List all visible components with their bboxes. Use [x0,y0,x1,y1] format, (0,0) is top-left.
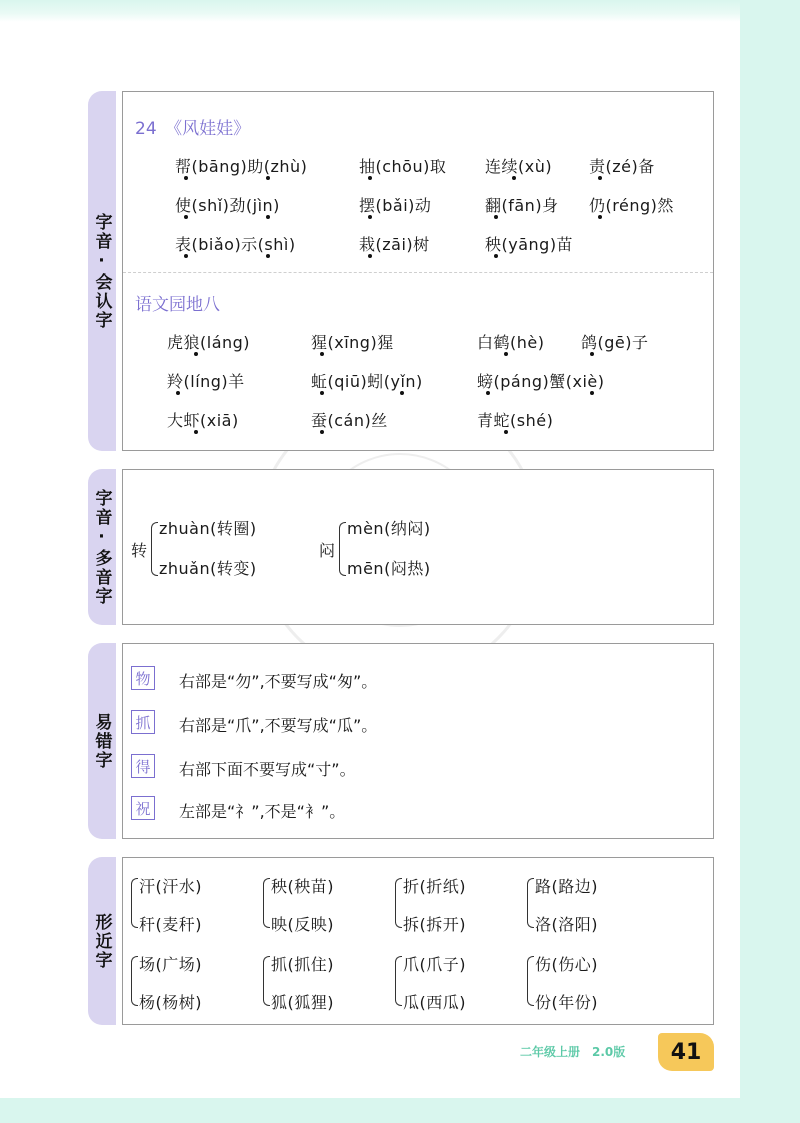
brace-left [131,956,138,1006]
emphasis-dot [504,352,508,356]
brace-left [131,878,138,928]
char-box: 物 [131,666,155,690]
section-tab [88,857,116,1025]
section-similar-chars [88,857,714,1025]
emphasis-dot [320,352,324,356]
section-divider [123,272,713,273]
char-box: 抓 [131,710,155,734]
word-item: 翻(fān)身 [485,196,559,215]
lesson-title: 24 《风娃娃》 [135,119,251,139]
similar-char-item: 爪(爪子) [403,955,466,974]
error-note: 右部是“勿”,不要写成“匆”。 [179,672,378,691]
emphasis-dot [504,430,508,434]
section-tab-label: 易错字 [91,712,112,770]
similar-char-item: 狐(狐狸) [271,993,334,1012]
word-item: 白鹤(hè) [477,333,545,352]
section-recognize-chars [88,91,714,451]
word-item: 栽(zāi)树 [359,235,430,254]
emphasis-dot [512,176,516,180]
emphasis-dot [494,254,498,258]
section-error-prone-chars [88,643,714,839]
edition-label: 二年级上册 2.0版 [520,1045,626,1059]
word-item: 猩(xīng)猩 [311,333,394,352]
emphasis-dot [368,215,372,219]
section-tab [88,91,116,451]
similar-char-item: 杨(杨树) [139,993,202,1012]
emphasis-dot [184,176,188,180]
similar-char-item: 抓(抓住) [271,955,334,974]
word-item: 摆(bǎi)动 [359,196,432,215]
polyphonic-char: 转 [131,541,148,560]
garden-title: 语文园地八 [135,295,220,315]
word-item: 责(zé)备 [589,157,655,176]
reading-item: mèn(纳闷) [347,519,431,538]
similar-char-item: 伤(伤心) [535,955,598,974]
similar-char-item: 瓜(西瓜) [403,993,466,1012]
similar-char-item: 洛(洛阳) [535,915,598,934]
section-tab-label: 形近字 [91,912,112,970]
emphasis-dot [194,352,198,356]
emphasis-dot [590,352,594,356]
section-tab [88,643,116,839]
error-note: 右部下面不要写成“寸”。 [179,760,356,779]
word-item: 帮(bāng)助(zhù) [175,157,308,176]
brace-left [263,878,270,928]
emphasis-dot [368,254,372,258]
error-note: 右部是“爪”,不要写成“瓜”。 [179,716,378,735]
section-polyphonic-chars [88,469,714,625]
word-item: 虎狼(láng) [167,333,251,352]
section-box [122,643,714,839]
emphasis-dot [266,215,270,219]
similar-char-item: 秧(秧苗) [271,877,334,896]
similar-char-item: 折(折纸) [403,877,466,896]
emphasis-dot [598,176,602,180]
top-decor-strip [0,0,740,22]
word-item: 鸽(gē)子 [581,333,649,352]
similar-char-item: 秆(麦秆) [139,915,202,934]
similar-char-item: 汗(汗水) [139,877,202,896]
emphasis-dot [194,430,198,434]
reading-item: zhuàn(转圈) [159,519,257,538]
word-item: 仍(réng)然 [589,196,674,215]
section-box [122,857,714,1025]
word-item: 青蛇(shé) [477,411,554,430]
section-tab [88,469,116,625]
word-item: 抽(chōu)取 [359,157,447,176]
char-box: 得 [131,754,155,778]
emphasis-dot [266,254,270,258]
brace-left [263,956,270,1006]
emphasis-dot [320,391,324,395]
word-item: 蚕(cán)丝 [311,411,388,430]
reading-item: zhuǎn(转变) [159,559,257,578]
brace-left [527,956,534,1006]
word-item: 表(biǎo)示(shì) [175,235,296,254]
similar-char-item: 场(广场) [139,955,202,974]
emphasis-dot [176,391,180,395]
section-box [122,469,714,625]
section-box [122,91,714,451]
brace-left [527,878,534,928]
similar-char-item: 路(路边) [535,877,598,896]
word-item: 使(shǐ)劲(jìn) [175,196,280,215]
similar-char-item: 映(反映) [271,915,334,934]
brace-left [395,956,402,1006]
emphasis-dot [598,215,602,219]
brace-left [151,522,158,576]
word-item: 连续(xù) [485,157,553,176]
brace-left [339,522,346,576]
section-tab-label: 字音·会认字 [91,212,112,330]
polyphonic-char: 闷 [319,541,336,560]
reading-item: mēn(闷热) [347,559,431,578]
emphasis-dot [486,391,490,395]
word-item: 大虾(xiā) [167,411,239,430]
emphasis-dot [494,215,498,219]
emphasis-dot [184,215,188,219]
emphasis-dot [320,430,324,434]
word-item: 蚯(qiū)蚓(yǐn) [311,372,423,391]
brace-left [395,878,402,928]
error-note: 左部是“礻”,不是“衤”。 [179,802,346,821]
word-item: 羚(líng)羊 [167,372,245,391]
char-box: 祝 [131,796,155,820]
similar-char-item: 份(年份) [535,993,598,1012]
emphasis-dot [266,176,270,180]
emphasis-dot [400,391,404,395]
emphasis-dot [368,176,372,180]
word-item: 螃(páng)蟹(xiè) [477,372,605,391]
emphasis-dot [590,391,594,395]
bottom-decor-strip [0,1098,800,1123]
section-tab-label: 字音·多音字 [91,488,112,606]
similar-char-item: 拆(拆开) [403,915,466,934]
word-item: 秧(yāng)苗 [485,235,574,254]
emphasis-dot [184,254,188,258]
page-number: 41 [658,1033,714,1071]
